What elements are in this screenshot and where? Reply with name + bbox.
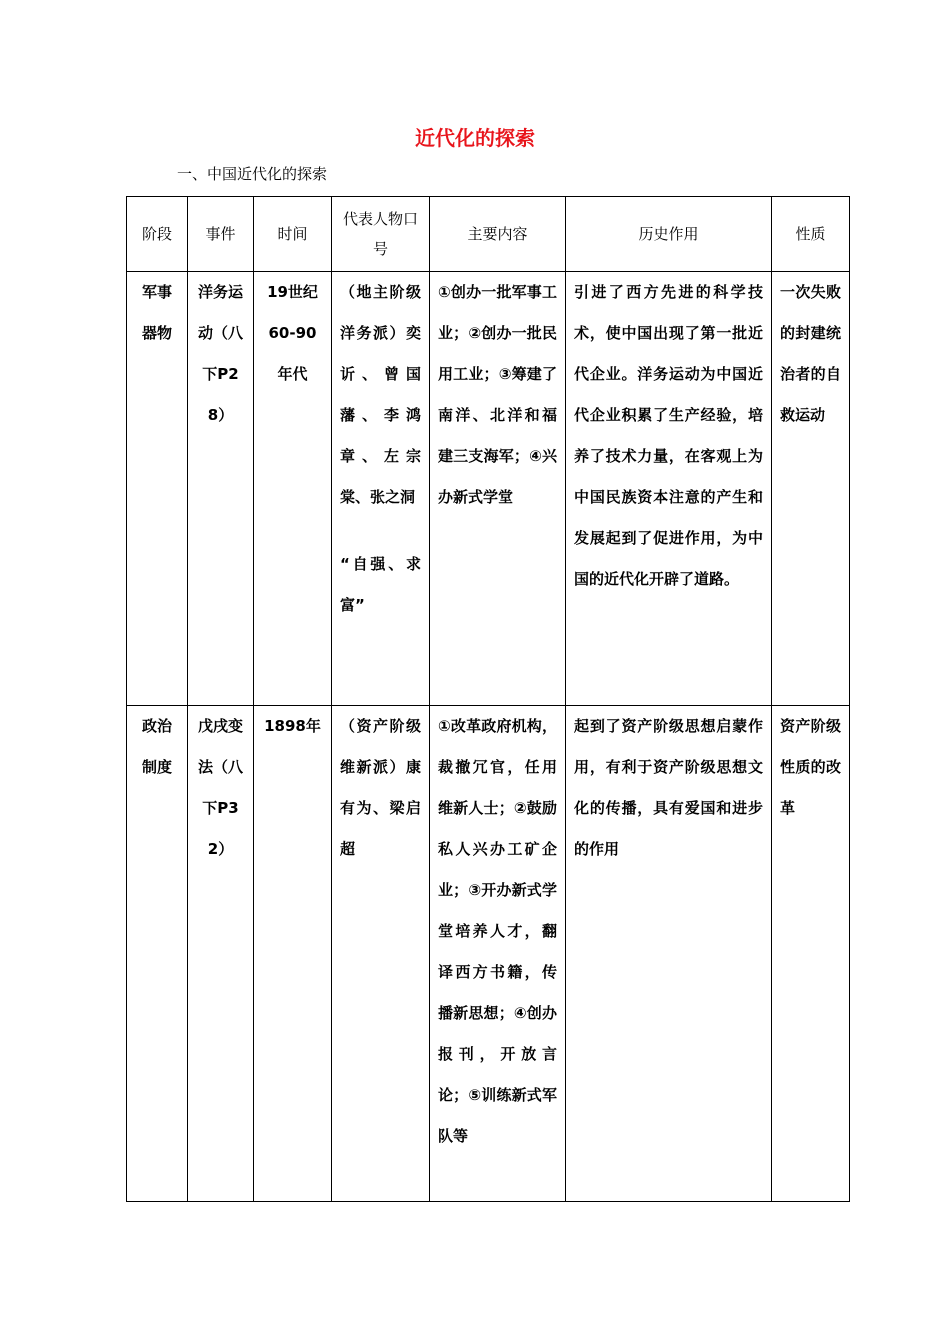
- table-row: [127, 272, 850, 706]
- modernization-table: [126, 196, 850, 1202]
- cell-nature: 一次失败的封建统治者的自救运动: [772, 272, 850, 706]
- cell-effect: 起到了资产阶级思想启蒙作用，有利于资产阶级思想文化的传播，具有爱国和进步的作用: [566, 706, 772, 1202]
- header-stage: 阶段: [127, 197, 188, 272]
- header-figures: 代表人物口号: [332, 197, 430, 272]
- cell-figures: [332, 272, 430, 706]
- page-title: 近代化的探索: [415, 126, 535, 150]
- header-content: 主要内容: [430, 197, 566, 272]
- header-event: 事件: [188, 197, 254, 272]
- cell-effect: 引进了西方先进的科学技术，使中国出现了第一批近代企业。洋务运动为中国近代企业积累了生产经验，培养了技术力量，在客观上为中国民族资本注意的产生和发展起到了促进作用，为中国的近代化开辟了道路。: [566, 272, 772, 706]
- table-header-row: [127, 197, 850, 272]
- cell-event: 戊戌变法（八下P32）: [188, 706, 254, 1202]
- section-heading: 一、中国近代化的探索: [177, 165, 328, 183]
- cell-time: 19世纪60-90年代: [254, 272, 332, 706]
- cell-content: ①改革政府机构，裁撤冗官，任用维新人士；②鼓励私人兴办工矿企业；③开办新式学堂培养人才，翻译西方书籍，传播新思想；④创办报刊，开放言论；⑤训练新式军队等: [430, 706, 566, 1202]
- header-effect: 历史作用: [566, 197, 772, 272]
- cell-time: 1898年: [254, 706, 332, 1202]
- header-time: 时间: [254, 197, 332, 272]
- cell-stage: 政治制度: [127, 706, 188, 1202]
- header-nature: 性质: [772, 197, 850, 272]
- table-row: [127, 706, 850, 1202]
- cell-nature: 资产阶级性质的改革: [772, 706, 850, 1202]
- cell-stage: 军事器物: [127, 272, 188, 706]
- cell-figures: （资产阶级维新派）康有为、梁启超: [332, 706, 430, 1202]
- figures-text: （地主阶级洋务派）奕䜣、曾国藩、李鸿章、左宗棠、张之洞: [340, 283, 421, 506]
- slogan-text: “自强、求富”: [340, 555, 421, 614]
- cell-content: ①创办一批军事工业；②创办一批民用工业；③筹建了南洋、北洋和福建三支海军；④兴办新式学堂: [430, 272, 566, 706]
- cell-event: 洋务运动（八下P28）: [188, 272, 254, 706]
